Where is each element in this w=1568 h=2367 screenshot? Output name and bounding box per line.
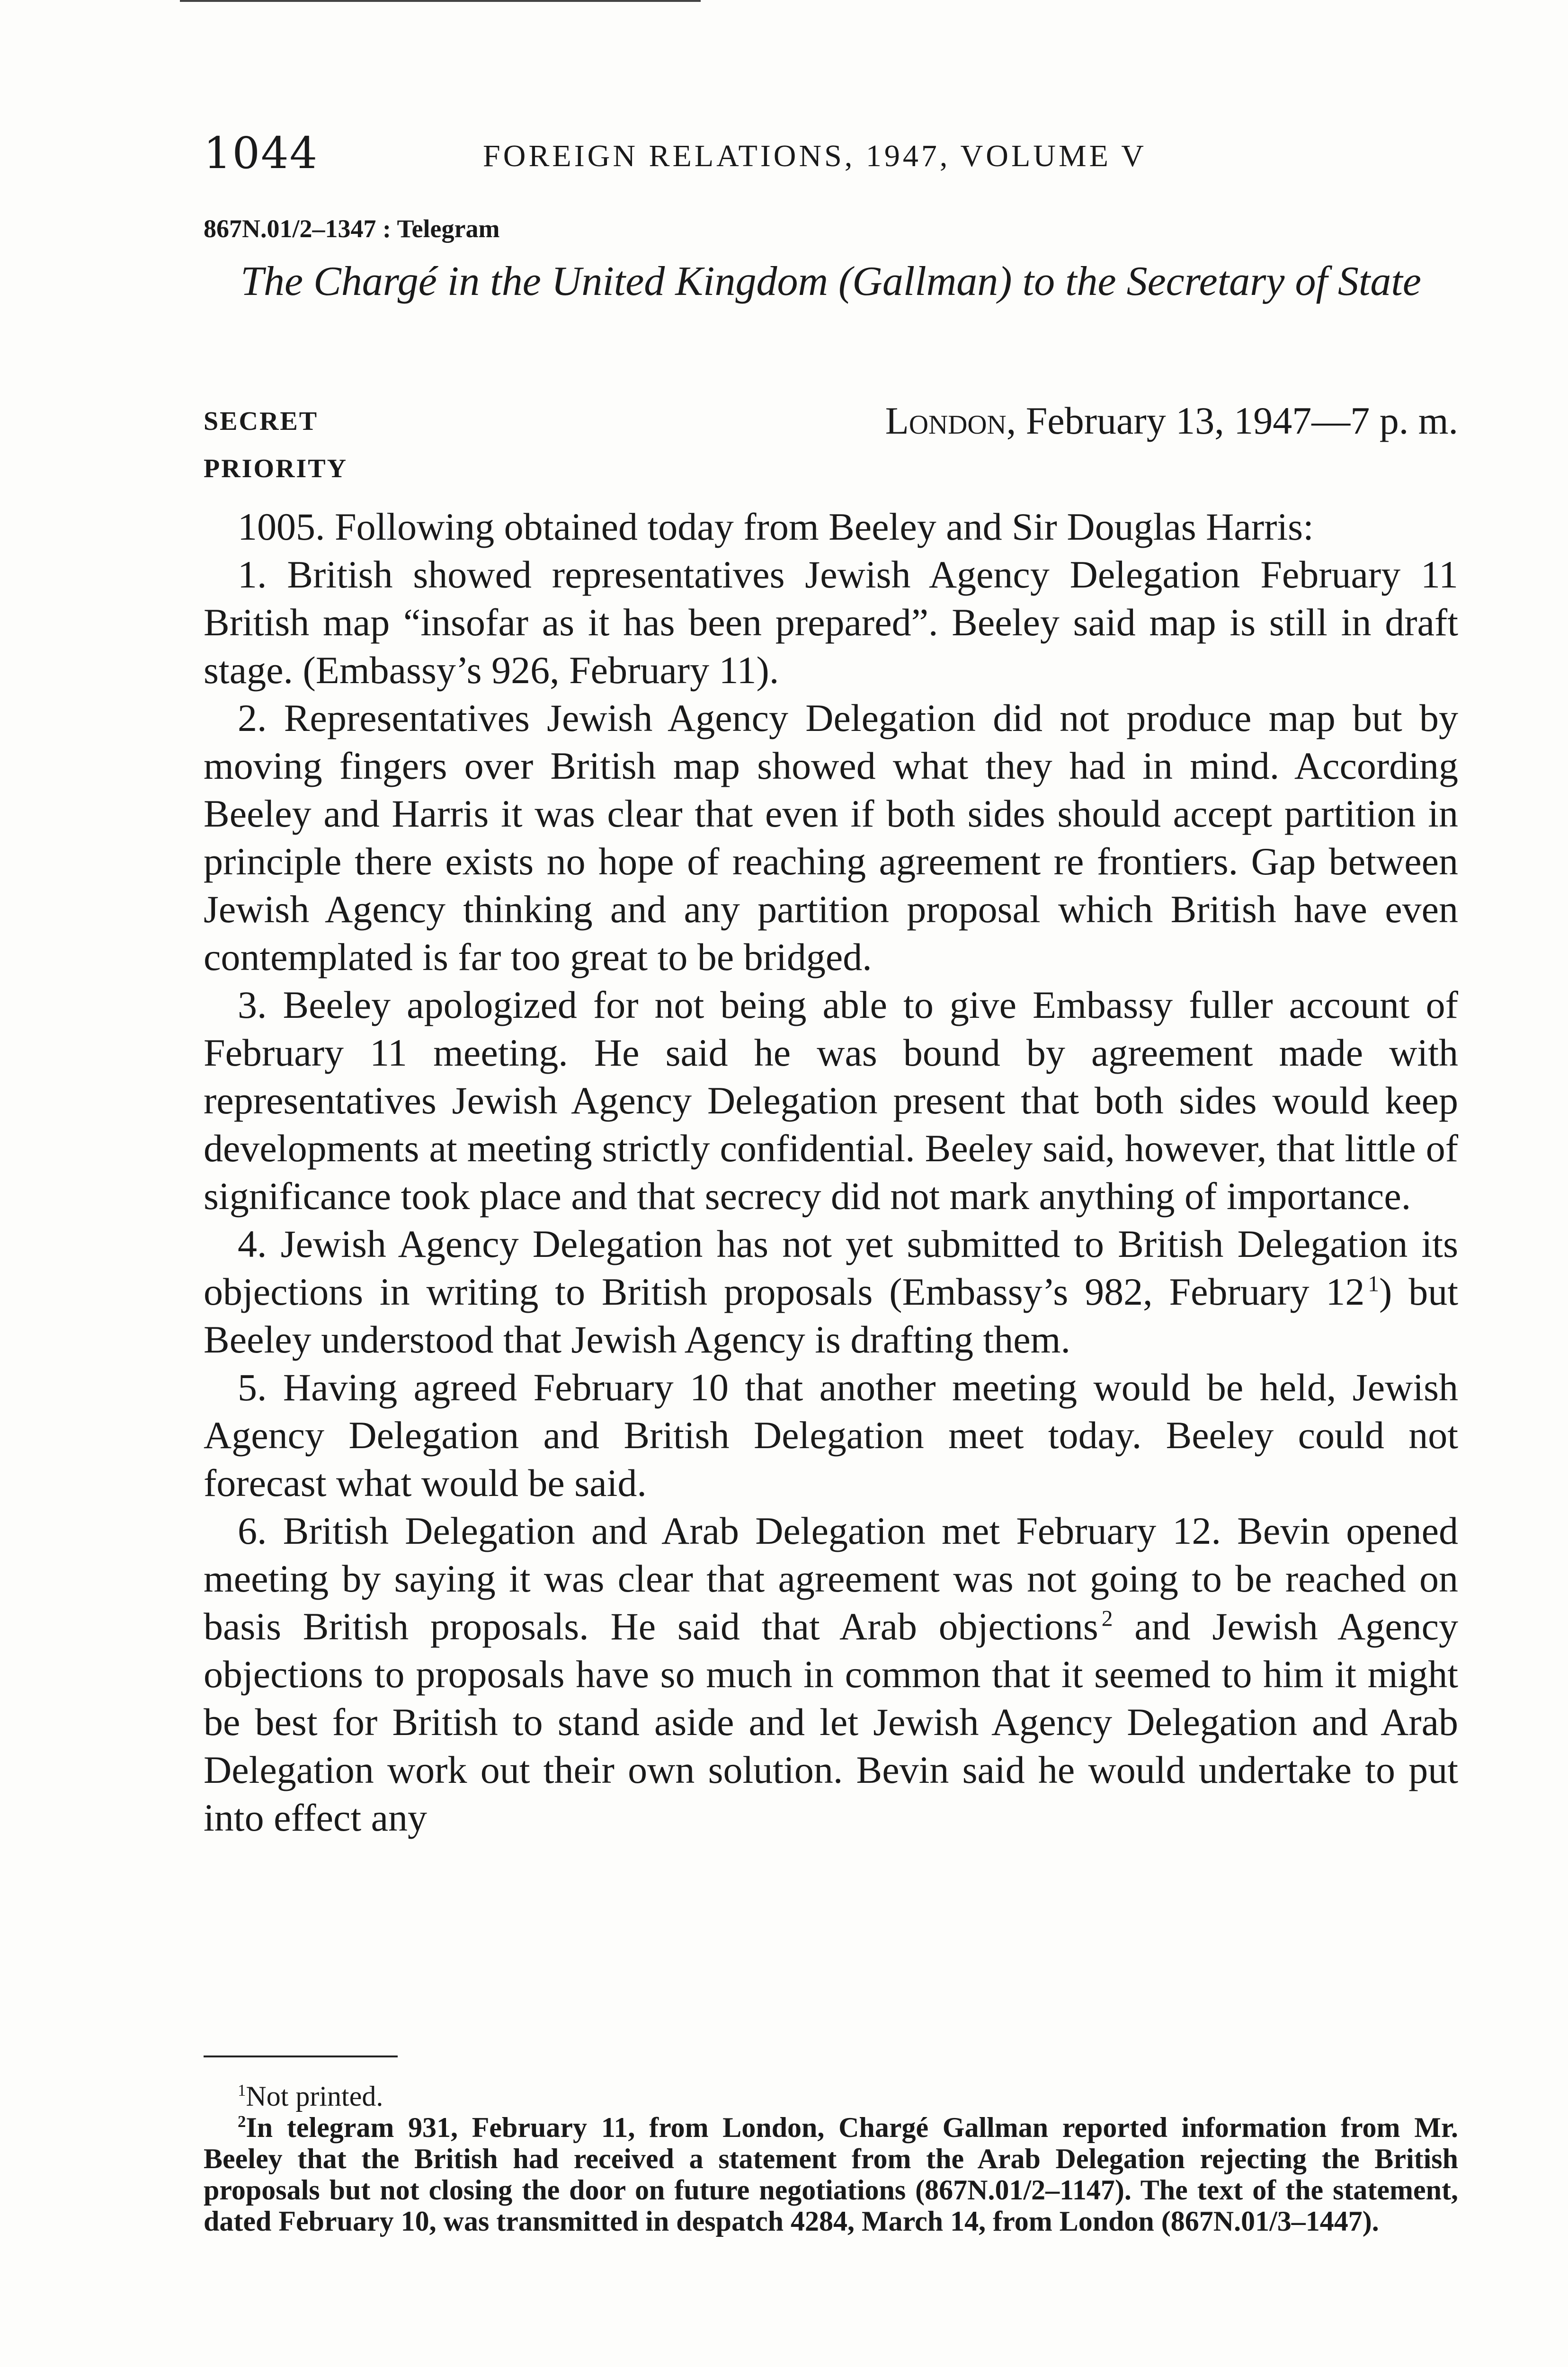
paragraph-5: 5. Having agreed February 10 that another meeting would be held, Jewish Agency Delegation and British Delegation meet today. Beeley could not forecast what would be said. — [204, 1366, 1458, 1504]
classification-priority: PRIORITY — [204, 454, 348, 483]
classification-secret: SECRET — [204, 407, 319, 436]
dateline — [885, 399, 1458, 443]
paragraph-4-text-b: ) but Beeley understood that Jewish Agency is drafting them. — [204, 1270, 1458, 1361]
top-edge-rule — [180, 0, 701, 2]
page-header — [204, 128, 1458, 185]
footnote-ref-2: 2 — [1101, 1606, 1113, 1631]
paragraph-intro: 1005. Following obtained today from Beeley and Sir Douglas Harris: — [238, 505, 1314, 548]
footnotes — [204, 2081, 1458, 2237]
dateline-place: London — [885, 399, 1007, 442]
footnote-1-text: Not printed. — [246, 2081, 383, 2112]
dateline-date: , February 13, 1947—7 p. m. — [1006, 399, 1458, 442]
telegram-body — [204, 503, 1458, 1842]
document-title: The Chargé in the United Kingdom (Gallman) to the Secretary of State — [241, 258, 1421, 304]
paragraph-6-text-a: 6. British Delegation and Arab Delegation met February 12. Bevin opened meeting by saying it was clear that agreement was not going to be reached on basis British proposals. He said that Arab objections — [204, 1509, 1458, 1648]
footnote-1-mark: 1 — [238, 2081, 246, 2100]
running-head: FOREIGN RELATIONS, 1947, VOLUME V — [483, 139, 1147, 173]
footnote-ref-1: 1 — [1368, 1272, 1380, 1297]
paragraph-4-text-a: 4. Jewish Agency Delegation has not yet submitted to British Delegation its objections in writing to British proposals (Embassy’s 982, February 12 — [204, 1222, 1458, 1313]
footnote-2 — [204, 2112, 1458, 2237]
paragraph-6-text-b: and Jewish Agency objections to proposals have so much in common that it seemed to him it might be best for British to stand aside and let Jewish Agency Delegation and Arab Delegation work out their own solution. Bevin said he would undertake to put into effect any — [204, 1605, 1458, 1839]
paragraph-1: 1. British showed representatives Jewish Agency Delegation February 11 British map “insofar as it has been prepared”. Beeley said map is still in draft stage. (Embassy’s 926, February 11). — [204, 553, 1458, 692]
footnote-divider — [204, 2056, 398, 2057]
document-reference: 867N.01/2–1347 : Telegram — [204, 214, 500, 243]
footnote-2-mark: 2 — [238, 2112, 246, 2131]
footnote-1 — [204, 2081, 1458, 2112]
page-number: 1044 — [204, 128, 319, 178]
footnote-2-text: In telegram 931, February 11, from London, Chargé Gallman reported information from Mr. Beeley that the British had received a statement from the Arab Delegation rejecting the British proposals but not closing the door on future negotiations (867N.01/2–1147). The text of the statement, dated February 10, was transmitted in despatch 4284, March 14, from London (867N.01/3–1447). — [204, 2112, 1458, 2237]
paragraph-2: 2. Representatives Jewish Agency Delegation did not produce map but by moving fingers over British map showed what they had in mind. According Beeley and Harris it was clear that even if both sides should accept partition in principle there exists no hope of reaching agreement re frontiers. Gap between Jewish Agency thinking and any partition proposal which British have even contemplated is far too great to be bridged. — [204, 696, 1458, 979]
paragraph-4 — [204, 1220, 1458, 1363]
paragraph-6 — [204, 1507, 1458, 1842]
paragraph-3: 3. Beeley apologized for not being able to give Embassy fuller account of February 11 meeting. He said he was bound by agreement made with representatives Jewish Agency Delegation present that both sides would keep developments at meeting strictly confidential. Beeley said, however, that little of significance took place and that secrecy did not mark anything of importance. — [204, 983, 1458, 1218]
